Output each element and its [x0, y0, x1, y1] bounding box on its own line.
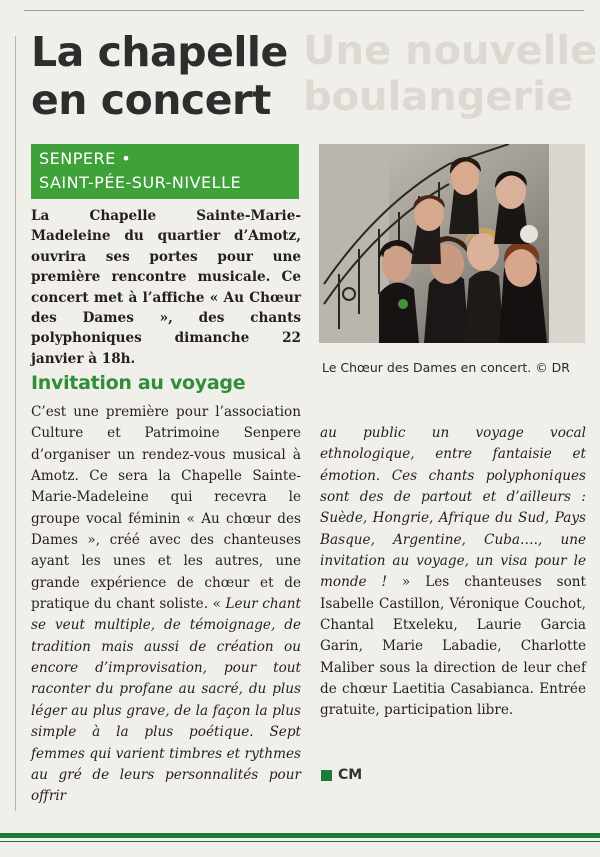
photo-caption: Le Chœur des Dames en concert. © DR [322, 360, 570, 375]
column-rule [15, 36, 16, 811]
article-headline [31, 28, 306, 124]
bottom-rule-thin [0, 841, 600, 842]
body-paragraph [320, 423, 586, 722]
location-line: SENPERE • [39, 149, 132, 168]
body-column-1 [31, 402, 301, 808]
choir-photo-image [319, 144, 585, 343]
headline-line: La chapelle [31, 28, 288, 76]
subheading: Invitation au voyage [31, 372, 246, 394]
headline-line: en concert [31, 76, 271, 124]
ghost-line: boulangerie [303, 74, 574, 120]
author-signature [321, 767, 362, 783]
ghost-line: Une nouvelle [303, 28, 598, 74]
location-line: SAINT-PÉE-SUR-NIVELLE [39, 173, 242, 192]
body-paragraph [31, 402, 301, 808]
square-icon [321, 770, 332, 781]
author-initials: CM [338, 767, 363, 783]
body-text: Les chanteuses sont Isabelle Castillon, Véronique Couchot, Chantal Etxeleku, Laurie Garcia Garin, Marie Labadie, Charlotte Maliber sous la direction de leur chef de chœur Laetitia Casabianca. Entrée gratuite, participation libre. [320, 574, 586, 719]
choir-photo [319, 144, 585, 343]
top-rule [24, 10, 584, 11]
quote-text: Leur chant se veut multiple, de témoignage, de tradition mais aussi de création ou encore d’improvisation, pour tout raconter du profane au sacré, du plus léger au plus grave, de la façon la plus simple à la plus poétique. Sept femmes qui varient timbres et rythmes au gré de leurs personnalités pour offrir [31, 596, 301, 805]
quote-text: au public un voyage vocal ethnologique, entre fantaisie et émotion. Ces chants polyphoniques sont des de partout et d’ailleurs : Suède, Hongrie, Afrique du Sud, Pays Basque, Argentine, Cuba…., une invitation au voyage, un visa pour le monde ! [320, 425, 586, 591]
bottom-rule [0, 833, 600, 838]
lead-paragraph: La Chapelle Sainte-Marie-Madeleine du quartier d’Amotz, ouvrira ses portes pour une première rencontre musicale. Ce concert met à l’affiche « Au Chœur des Dames », des chants polyphoniques dimanche 22 janvier à 18h. [31, 208, 301, 367]
quote-close: » [386, 574, 411, 591]
adjacent-article-headline [303, 28, 597, 120]
location-banner [31, 144, 299, 199]
body-text: C’est une première pour l’association Culture et Patrimoine Senpere d’organiser un rendez-vous musical à Amotz. Ce sera la Chapelle Sainte-Marie-Madeleine qui recevra le groupe vocal féminin « Au chœur des Dames », créé avec des chanteuses ayant les unes et les autres, une grande expérience de chœur et de pratique du chant soliste. « [31, 404, 301, 613]
body-column-2 [320, 423, 586, 722]
